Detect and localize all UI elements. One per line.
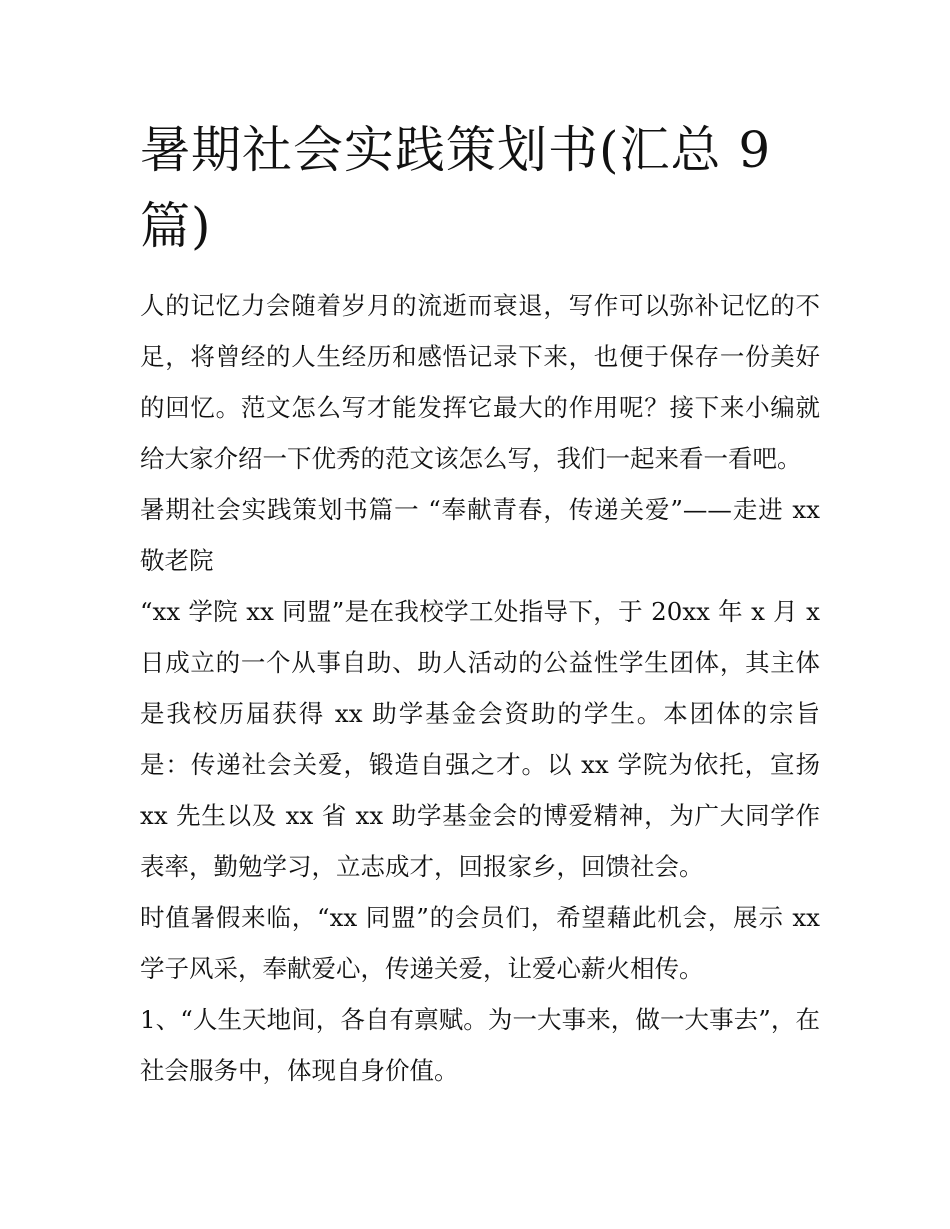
paragraph-point-1: 1、“人生天地间，各自有禀赋。为一大事来，做一大事去”，在社会服务中，体现自身价值。 xyxy=(140,1005,820,1085)
paragraph-intro: 人的记忆力会随着岁月的流逝而衰退，写作可以弥补记忆的不足，将曾经的人生经历和感悟记录下来，也便于保存一份美好的回忆。范文怎么写才能发挥它最大的作用呢？接下来小编就给大家介绍一下优秀的范文该怎么写，我们一起来看一看吧。 xyxy=(140,291,820,473)
paragraph-org-description: “xx 学院 xx 同盟”是在我校学工处指导下，于 20xx 年 x 月 x 日成立的一个从事自助、助人活动的公益性学生团体，其主体是我校历届获得 xx 助学基金会资助的学生。本团体的宗旨是：传递社会关爱，锻造自强之才。以 xx 学院为依托，宣扬 xx 先生以及 xx 省 xx 助学基金会的博爱精神，为广大同学作表率，勤勉学习，立志成才，回报家乡，回馈社会。 xyxy=(140,597,820,881)
paragraph-section-heading: 暑期社会实践策划书篇一 “奉献青春，传递关爱”——走进 xx 敬老院 xyxy=(140,495,820,575)
document-page xyxy=(140,112,820,1096)
paragraph-summer-intro: 时值暑假来临，“xx 同盟”的会员们，希望藉此机会，展示 xx 学子风采，奉献爱心，传递关爱，让爱心薪火相传。 xyxy=(140,903,820,983)
document-title: 暑期社会实践策划书(汇总 9 篇) xyxy=(140,121,772,255)
